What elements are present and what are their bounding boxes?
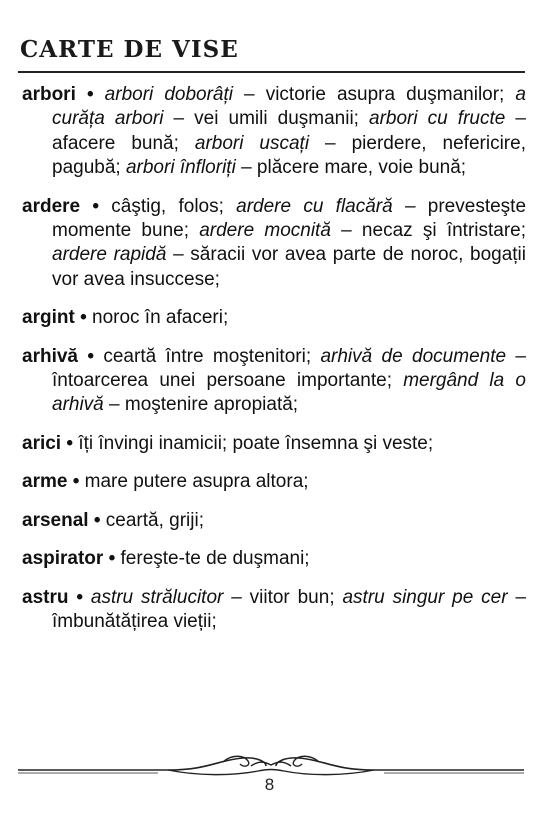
phrase: astru strălucitor xyxy=(90,586,224,608)
bullet-icon: • xyxy=(72,471,80,493)
definition: câştig, folos; xyxy=(111,195,237,217)
definition: – victorie asupra duşmanilor; xyxy=(232,84,516,105)
entry-argint xyxy=(22,306,526,330)
page-number: 8 xyxy=(264,775,275,794)
definition: – afacere bună; xyxy=(52,108,526,154)
entry-term: argint xyxy=(22,307,75,329)
bullet-icon: • xyxy=(108,548,116,570)
entry-term: arhivă xyxy=(22,345,78,367)
definition: – moştenire apropiată; xyxy=(103,394,299,416)
entry-term: arbori xyxy=(22,84,76,105)
definition: noroc în afaceri; xyxy=(92,307,229,329)
phrase: arbori doborâți xyxy=(104,84,233,105)
definition: – pierdere, nefericire, pagubă; xyxy=(52,132,526,179)
definition: – îmbunătățirea vieții; xyxy=(52,586,527,632)
entry-arme xyxy=(22,470,526,494)
phrase: astru singur pe cer xyxy=(342,586,508,608)
phrase: a curăța arbori xyxy=(52,84,526,130)
page-header-title: CARTE DE VISE xyxy=(20,36,239,63)
dictionary-body xyxy=(22,83,526,648)
entry-arsenal xyxy=(22,509,526,533)
bullet-icon: • xyxy=(76,586,83,608)
bullet-icon: • xyxy=(80,307,87,329)
definition: – întoarcerea unei persoane importante; xyxy=(52,345,526,392)
definition: – necaz şi întristare; xyxy=(330,220,527,242)
entry-aspirator xyxy=(22,547,526,571)
bullet-icon: • xyxy=(93,509,101,531)
definition: – vei umili duşmanii; xyxy=(163,108,370,130)
entry-term: arsenal xyxy=(22,509,89,531)
entry-astru xyxy=(22,586,526,635)
definition: mare putere asupra altora; xyxy=(84,471,309,493)
entry-ardere xyxy=(22,195,526,293)
entry-term: aspirator xyxy=(22,548,104,570)
definition: fereşte-te de duşmani; xyxy=(120,548,310,570)
definition: – viitor bun; xyxy=(223,586,343,608)
definition: ceartă între moştenitori; xyxy=(103,345,321,367)
bullet-icon: • xyxy=(87,345,94,367)
phrase: ardere cu flacără xyxy=(236,195,393,217)
bullet-icon: • xyxy=(86,84,94,105)
entry-arici xyxy=(22,432,526,456)
phrase: ardere rapidă xyxy=(52,244,167,266)
phrase: arhivă de documente xyxy=(320,345,507,367)
definition: – săracii vor avea parte de noroc, bogații vor avea insuccese; xyxy=(52,244,526,290)
definition: – plăcere mare, voie bună; xyxy=(235,157,467,179)
entry-arhiva xyxy=(22,345,526,418)
bullet-icon: • xyxy=(92,195,100,217)
phrase: arbori înfloriți xyxy=(125,157,236,179)
entry-term: astru xyxy=(22,586,69,608)
phrase: arbori uscați xyxy=(194,132,310,154)
definition: – prevesteşte momente bune; xyxy=(52,195,527,242)
phrase: ardere mocnită xyxy=(199,220,331,242)
entry-term: ardere xyxy=(22,195,81,217)
bullet-icon: • xyxy=(66,432,74,454)
entry-term: arme xyxy=(22,471,68,493)
header-divider xyxy=(18,71,525,73)
definition: ceartă, griji; xyxy=(105,509,204,531)
entry-arbori xyxy=(22,83,526,181)
phrase: mergând la o arhivă xyxy=(52,370,526,416)
entry-term: arici xyxy=(22,432,62,454)
definition: îți învingi inamicii; poate însemna şi veste; xyxy=(78,432,434,454)
phrase: arbori cu fructe xyxy=(369,108,506,130)
